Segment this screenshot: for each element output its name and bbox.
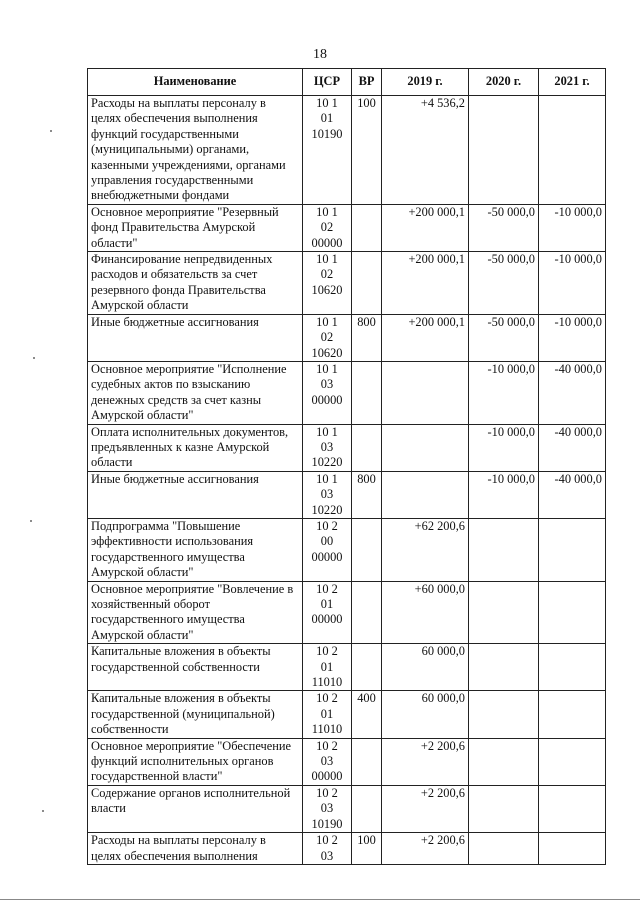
table-row — [88, 833, 606, 865]
row-2021 — [539, 96, 606, 205]
row-vr: 800 — [352, 314, 382, 361]
table-row — [88, 785, 606, 832]
row-2019 — [382, 424, 469, 471]
row-name: Подпрограмма "Повышение эффективности использования государственного имущества Амурской области" — [88, 518, 303, 581]
row-2020: -10 000,0 — [469, 361, 539, 424]
row-name: Основное мероприятие "Обеспечение функций исполнительных органов государственной власти" — [88, 738, 303, 785]
row-name: Капитальные вложения в объекты государственной собственности — [88, 644, 303, 691]
table-row — [88, 424, 606, 471]
row-2021: -40 000,0 — [539, 424, 606, 471]
table-row — [88, 738, 606, 785]
row-2019 — [382, 471, 469, 518]
table-header-row — [88, 69, 606, 96]
row-2020 — [469, 785, 539, 832]
table-row — [88, 204, 606, 251]
row-vr — [352, 361, 382, 424]
page-edge-line — [0, 899, 640, 900]
row-2021 — [539, 833, 606, 865]
row-name: Иные бюджетные ассигнования — [88, 314, 303, 361]
row-csr: 10 2 03 10190 — [303, 785, 352, 832]
row-2020 — [469, 96, 539, 205]
row-csr: 10 2 03 — [303, 833, 352, 865]
row-vr: 400 — [352, 691, 382, 738]
page-number: 18 — [313, 47, 327, 62]
row-2020 — [469, 518, 539, 581]
table-row — [88, 314, 606, 361]
table-row — [88, 644, 606, 691]
row-2020: -50 000,0 — [469, 314, 539, 361]
row-2019: +200 000,1 — [382, 204, 469, 251]
row-2019: 60 000,0 — [382, 644, 469, 691]
table-row — [88, 518, 606, 581]
row-2019: +2 200,6 — [382, 833, 469, 865]
row-vr: 100 — [352, 96, 382, 205]
row-name: Капитальные вложения в объекты государственной (муниципальной) собственности — [88, 691, 303, 738]
row-2019: +62 200,6 — [382, 518, 469, 581]
scan-speck — [33, 357, 35, 359]
table-row — [88, 581, 606, 644]
row-2020 — [469, 644, 539, 691]
row-2020: -50 000,0 — [469, 204, 539, 251]
row-2021: -10 000,0 — [539, 252, 606, 315]
budget-table — [87, 68, 606, 865]
row-csr: 10 1 03 00000 — [303, 361, 352, 424]
row-vr: 100 — [352, 833, 382, 865]
row-csr: 10 1 02 00000 — [303, 204, 352, 251]
row-csr: 10 1 03 10220 — [303, 424, 352, 471]
row-2020 — [469, 581, 539, 644]
row-2021: -40 000,0 — [539, 361, 606, 424]
scan-speck — [50, 130, 52, 132]
row-2021: -10 000,0 — [539, 204, 606, 251]
row-2020: -10 000,0 — [469, 471, 539, 518]
row-2020: -50 000,0 — [469, 252, 539, 315]
row-2021 — [539, 785, 606, 832]
row-name: Расходы на выплаты персоналу в целях обеспечения выполнения функций государственными (муниципальными) органами, казенными учреждениями, органами управления государственными внебюджетными фондами — [88, 96, 303, 205]
header-2021: 2021 г. — [539, 69, 606, 96]
row-2019: +2 200,6 — [382, 738, 469, 785]
row-name: Основное мероприятие "Исполнение судебных актов по взысканию денежных средств за счет казны Амурской области" — [88, 361, 303, 424]
row-csr: 10 1 03 10220 — [303, 471, 352, 518]
row-2021 — [539, 738, 606, 785]
scan-speck — [42, 810, 44, 812]
row-csr: 10 2 03 00000 — [303, 738, 352, 785]
row-csr: 10 2 00 00000 — [303, 518, 352, 581]
row-csr: 10 1 01 10190 — [303, 96, 352, 205]
row-name: Основное мероприятие "Вовлечение в хозяйственный оборот государственного имущества Амурской области" — [88, 581, 303, 644]
row-vr — [352, 424, 382, 471]
table-row — [88, 252, 606, 315]
row-csr: 10 2 01 11010 — [303, 691, 352, 738]
row-2021: -40 000,0 — [539, 471, 606, 518]
row-2019 — [382, 361, 469, 424]
row-csr: 10 2 01 11010 — [303, 644, 352, 691]
row-2020: -10 000,0 — [469, 424, 539, 471]
row-vr — [352, 204, 382, 251]
row-csr: 10 1 02 10620 — [303, 314, 352, 361]
row-name: Содержание органов исполнительной власти — [88, 785, 303, 832]
row-name: Расходы на выплаты персоналу в целях обеспечения выполнения — [88, 833, 303, 865]
row-vr — [352, 581, 382, 644]
header-name: Наименование — [88, 69, 303, 96]
row-2019: +200 000,1 — [382, 252, 469, 315]
row-2019: +200 000,1 — [382, 314, 469, 361]
row-vr — [352, 518, 382, 581]
row-csr: 10 1 02 10620 — [303, 252, 352, 315]
row-csr: 10 2 01 00000 — [303, 581, 352, 644]
row-2021: -10 000,0 — [539, 314, 606, 361]
row-2021 — [539, 691, 606, 738]
row-name: Оплата исполнительных документов, предъявленных к казне Амурской области — [88, 424, 303, 471]
row-name: Финансирование непредвиденных расходов и обязательств за счет резервного фонда Правительства Амурской области — [88, 252, 303, 315]
row-2020 — [469, 738, 539, 785]
table-row — [88, 691, 606, 738]
row-vr — [352, 252, 382, 315]
header-2020: 2020 г. — [469, 69, 539, 96]
row-2021 — [539, 581, 606, 644]
header-2019: 2019 г. — [382, 69, 469, 96]
row-vr — [352, 644, 382, 691]
scan-speck — [30, 520, 32, 522]
row-2019: +4 536,2 — [382, 96, 469, 205]
row-2021 — [539, 518, 606, 581]
row-vr — [352, 738, 382, 785]
header-csr: ЦСР — [303, 69, 352, 96]
table-row — [88, 96, 606, 205]
row-2021 — [539, 644, 606, 691]
row-vr: 800 — [352, 471, 382, 518]
row-vr — [352, 785, 382, 832]
row-2019: +2 200,6 — [382, 785, 469, 832]
row-name: Иные бюджетные ассигнования — [88, 471, 303, 518]
table-row — [88, 361, 606, 424]
row-2020 — [469, 833, 539, 865]
row-2019: 60 000,0 — [382, 691, 469, 738]
table-row — [88, 471, 606, 518]
header-vr: ВР — [352, 69, 382, 96]
row-name: Основное мероприятие "Резервный фонд Правительства Амурской области" — [88, 204, 303, 251]
row-2019: +60 000,0 — [382, 581, 469, 644]
row-2020 — [469, 691, 539, 738]
